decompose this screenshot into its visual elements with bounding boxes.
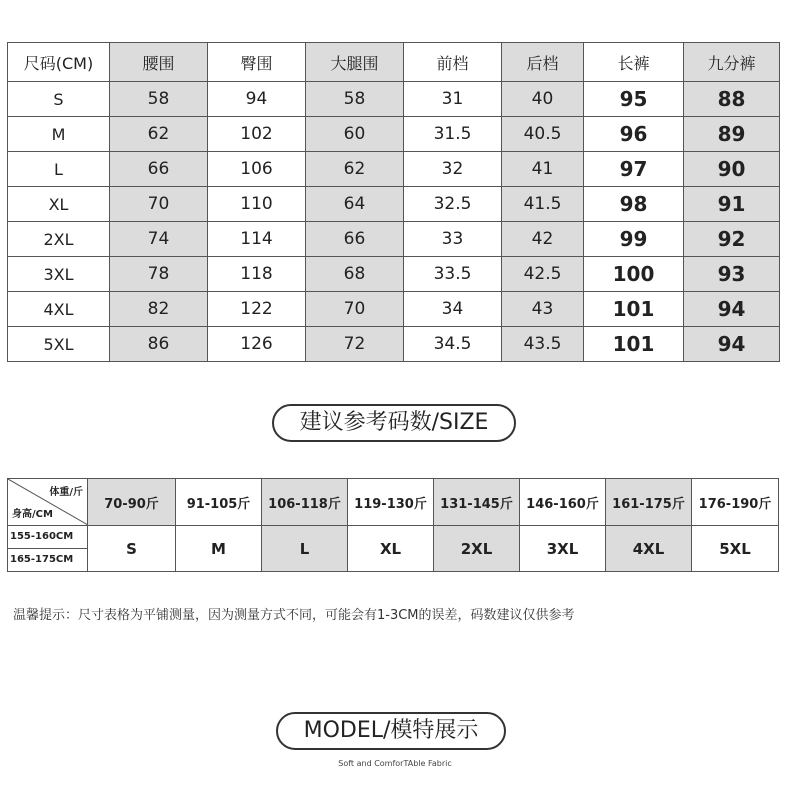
size-table-header-row (8, 43, 780, 82)
weight-range-cell: 70-90斤 (88, 479, 176, 526)
measure-cell: 90 (684, 152, 780, 187)
measure-cell: 41 (502, 152, 584, 187)
measure-cell: 126 (208, 327, 306, 362)
measure-cell: 78 (110, 257, 208, 292)
weight-axis-label: 体重/斤 (49, 487, 83, 498)
measure-cell: 94 (684, 327, 780, 362)
weight-range-cell: 161-175斤 (606, 479, 692, 526)
measure-cell: 58 (110, 82, 208, 117)
size-label-cell: S (8, 82, 110, 117)
measure-cell: 92 (684, 222, 780, 257)
measure-cell: 70 (306, 292, 404, 327)
size-table (7, 42, 780, 362)
measure-cell: 64 (306, 187, 404, 222)
measure-cell: 102 (208, 117, 306, 152)
measure-cell: 101 (584, 292, 684, 327)
height-range: 155-160CM (10, 531, 74, 542)
recommended-size-cell: M (176, 526, 262, 572)
recommended-size-cell: L (262, 526, 348, 572)
size-label-cell: 3XL (8, 257, 110, 292)
measure-cell: 100 (584, 257, 684, 292)
size-row (8, 292, 780, 327)
size-label-cell: XL (8, 187, 110, 222)
size-row (8, 82, 780, 117)
measure-cell: 40.5 (502, 117, 584, 152)
model-subcaption: Soft and ComforTAble Fabric (338, 759, 452, 768)
height-axis-label: 身高/CM (12, 509, 53, 520)
weight-range-cell: 176-190斤 (692, 479, 779, 526)
measure-cell: 66 (110, 152, 208, 187)
size-row (8, 187, 780, 222)
recommended-size-cell: 2XL (434, 526, 520, 572)
weight-range-cell: 131-145斤 (434, 479, 520, 526)
measure-cell: 122 (208, 292, 306, 327)
measurement-tip: 温馨提示：尺寸表格为平铺测量，因为测量方式不同，可能会有1-3CM的误差，码数建议仅供参考 (13, 608, 575, 623)
measure-cell: 101 (584, 327, 684, 362)
measure-cell: 33 (404, 222, 502, 257)
weight-range-cell: 91-105斤 (176, 479, 262, 526)
column-header: 前档 (404, 43, 502, 82)
model-title: MODEL/模特展示 (276, 712, 506, 750)
measure-cell: 82 (110, 292, 208, 327)
height-ranges-cell (8, 526, 88, 572)
column-header: 大腿围 (306, 43, 404, 82)
recommended-size-cell: 5XL (692, 526, 779, 572)
corner-header-cell (8, 479, 88, 526)
measure-cell: 97 (584, 152, 684, 187)
column-header: 臀围 (208, 43, 306, 82)
column-header: 后档 (502, 43, 584, 82)
measure-cell: 114 (208, 222, 306, 257)
measure-cell: 41.5 (502, 187, 584, 222)
size-row (8, 257, 780, 292)
measure-cell: 74 (110, 222, 208, 257)
measure-cell: 40 (502, 82, 584, 117)
measure-cell: 106 (208, 152, 306, 187)
column-header: 长裤 (584, 43, 684, 82)
size-label-cell: 4XL (8, 292, 110, 327)
measure-cell: 94 (208, 82, 306, 117)
column-header: 腰围 (110, 43, 208, 82)
measure-cell: 43.5 (502, 327, 584, 362)
measure-cell: 31 (404, 82, 502, 117)
measure-cell: 60 (306, 117, 404, 152)
size-label-cell: L (8, 152, 110, 187)
size-row (8, 117, 780, 152)
measure-cell: 86 (110, 327, 208, 362)
measure-cell: 43 (502, 292, 584, 327)
measure-cell: 99 (584, 222, 684, 257)
measure-cell: 33.5 (404, 257, 502, 292)
column-header: 九分裤 (684, 43, 780, 82)
measure-cell: 58 (306, 82, 404, 117)
size-row (8, 222, 780, 257)
size-recommendation-table (7, 478, 779, 572)
size-label-cell: M (8, 117, 110, 152)
measure-cell: 96 (584, 117, 684, 152)
height-range: 165-175CM (8, 548, 87, 571)
measure-cell: 62 (306, 152, 404, 187)
measure-cell: 66 (306, 222, 404, 257)
measure-cell: 72 (306, 327, 404, 362)
size-row (8, 327, 780, 362)
recommended-size-cell: XL (348, 526, 434, 572)
measure-cell: 62 (110, 117, 208, 152)
weight-range-cell: 119-130斤 (348, 479, 434, 526)
size-row (8, 152, 780, 187)
recommended-size-cell: 3XL (520, 526, 606, 572)
measure-cell: 70 (110, 187, 208, 222)
measure-cell: 95 (584, 82, 684, 117)
measure-cell: 94 (684, 292, 780, 327)
measure-cell: 42.5 (502, 257, 584, 292)
measure-cell: 42 (502, 222, 584, 257)
column-header: 尺码(CM) (8, 43, 110, 82)
measure-cell: 32.5 (404, 187, 502, 222)
measure-cell: 34.5 (404, 327, 502, 362)
recommended-size-cell: S (88, 526, 176, 572)
size-label-cell: 2XL (8, 222, 110, 257)
measure-cell: 118 (208, 257, 306, 292)
measure-cell: 31.5 (404, 117, 502, 152)
recommended-size-cell: 4XL (606, 526, 692, 572)
suggest-size-title: 建议参考码数/SIZE (272, 404, 516, 442)
size-label-cell: 5XL (8, 327, 110, 362)
measure-cell: 93 (684, 257, 780, 292)
measure-cell: 89 (684, 117, 780, 152)
measure-cell: 34 (404, 292, 502, 327)
measure-cell: 88 (684, 82, 780, 117)
measure-cell: 68 (306, 257, 404, 292)
measure-cell: 91 (684, 187, 780, 222)
weight-range-cell: 146-160斤 (520, 479, 606, 526)
measure-cell: 110 (208, 187, 306, 222)
weight-range-cell: 106-118斤 (262, 479, 348, 526)
measure-cell: 98 (584, 187, 684, 222)
measure-cell: 32 (404, 152, 502, 187)
